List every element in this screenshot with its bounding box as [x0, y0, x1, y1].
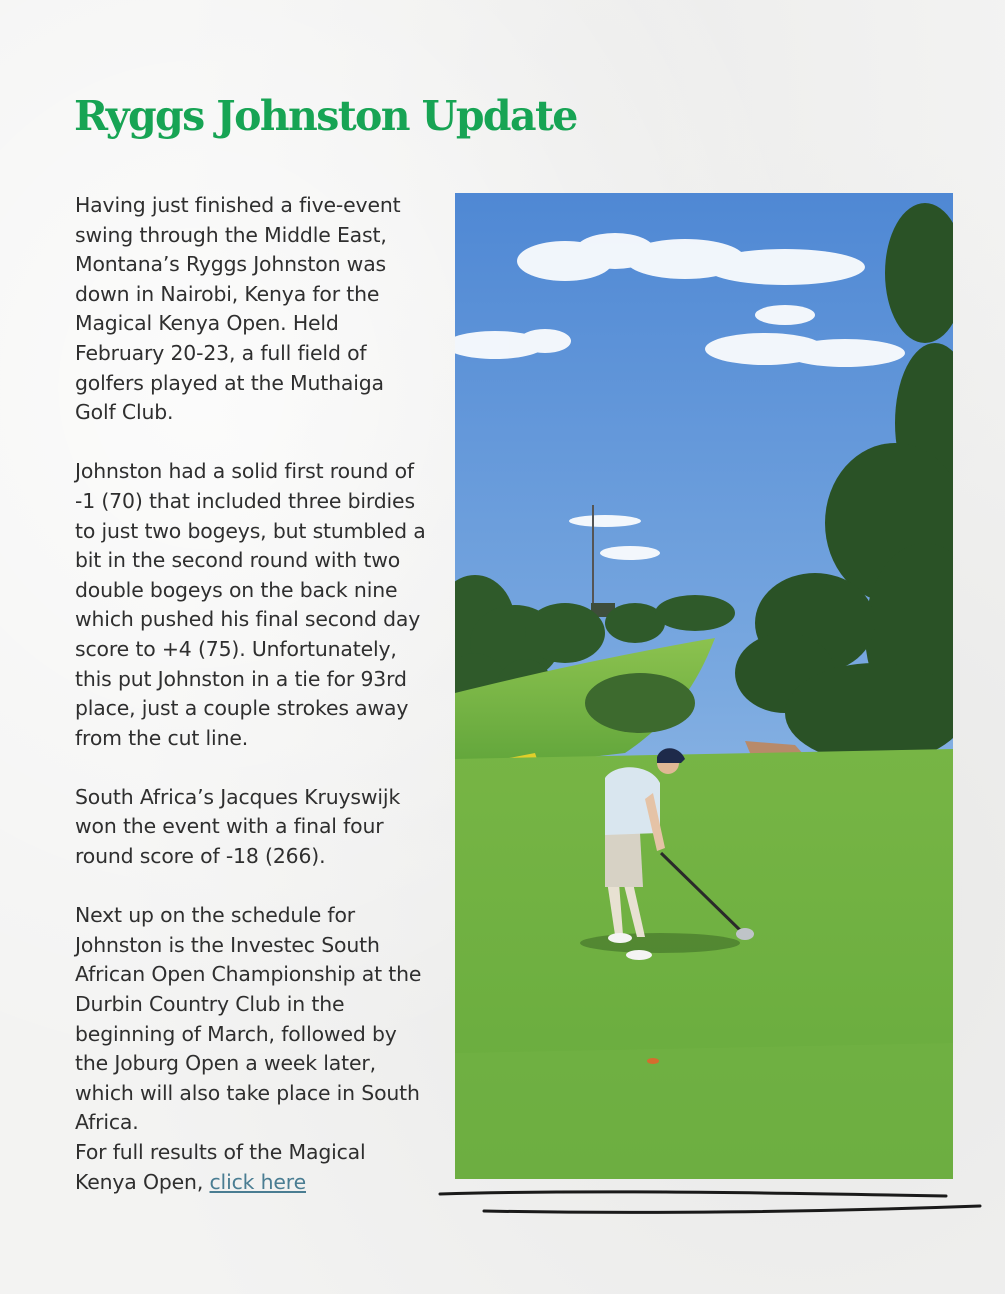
results-link[interactable]: click here [209, 1169, 306, 1194]
article-title: Ryggs Johnston Update [74, 92, 577, 140]
paragraph-intro: Having just finished a five-event swing through the Middle East, Montana’s Ryggs Johnston was down in Nairobi, Kenya for the Magical Kenya Open. Held February 20-23, a full field of golfers played at the Muthaiga Golf Club. [75, 193, 401, 425]
paragraph-rounds: Johnston had a solid first round of -1 (70) that included three birdies to just two bogeys, but stumbled a bit in the second round with two double bogeys on the back nine which pushed his final second day score to +4 (75). Unfortunately, this put Johnston in a tie for 93rd place, just a couple strokes away from the cut line. [75, 459, 426, 750]
golf-course-scene [455, 193, 953, 1179]
paragraph-winner: South Africa’s Jacques Kruyswijk won the event with a final four round score of -18 (266). [75, 784, 401, 869]
decorative-underline [436, 1184, 986, 1224]
results-prefix: For full results of the Magical Kenya Open, [75, 1140, 366, 1194]
article-body [75, 191, 427, 1197]
paragraph-results [75, 1138, 427, 1197]
golfer-photo [455, 193, 953, 1179]
paragraph-schedule: Next up on the schedule for Johnston is the Investec South African Open Championship at the Durbin Country Club in the beginning of March, followed by the Joburg Open a week later, which will also take place in South Africa. [75, 903, 422, 1135]
